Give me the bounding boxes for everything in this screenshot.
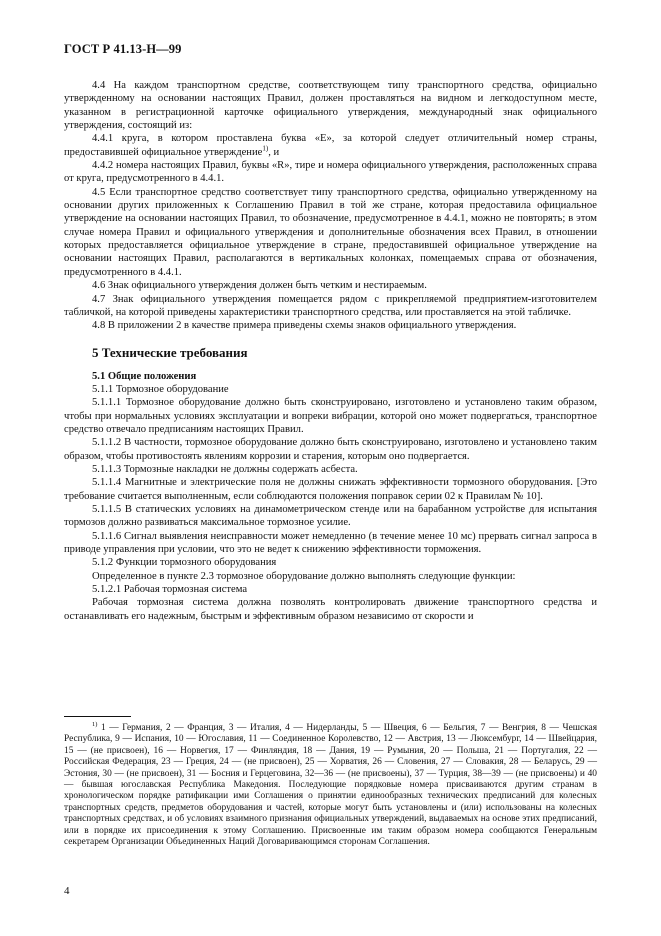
paragraph-4-4-1-end: , и <box>268 146 280 158</box>
paragraph-4-6: 4.6 Знак официального утверждения должен быть четким и нестираемым. <box>92 280 427 292</box>
paragraph-4-4-2: 4.4.2 номера настоящих Правил, буквы «R», тире и номера официального утверждения, расположенных справа от круга, предусмотренного в 4.4.1. <box>64 160 597 185</box>
footnote-divider <box>64 716 131 717</box>
paragraph-4-7: 4.7 Знак официального утверждения помещается рядом с прикрепляемой предприятием-изготовителем табличкой, на которой приведены характеристики транспортного средства, или проставляется на этой табличке. <box>64 293 597 318</box>
paragraph-4-4-1 <box>64 132 597 159</box>
paragraph-4-4-1-text: 4.4.1 круга, в котором проставлена буква «Е», за которой следует отличительный номер страны, предоставившей официальное утверждение <box>64 133 597 158</box>
footnote-reference: 1) <box>262 144 269 153</box>
paragraph-5-1-2-intro: Определенное в пункте 2.3 тормозное оборудование должно выполнять следующие функции: <box>92 570 516 582</box>
paragraph-5-1-1-2: 5.1.1.2 В частности, тормозное оборудование должно быть сконструировано, изготовлено и установлено таким образом, чтобы противостоять явлениям коррозии и старения, которым оно подвергается. <box>64 437 597 462</box>
paragraph-5-1-1-4: 5.1.1.4 Магнитные и электрические поля не должны снижать эффективности тормозного оборудования. [Это требование считается выполненным, если соблюдаются положения поправок серии 02 к Правилам № 10]. <box>64 477 597 502</box>
paragraph-5-1-1-5: 5.1.1.5 В статических условиях на динамометрическом стенде или на барабанном устройстве для испытания тормозов должно развиваться максимальное тормозное усилие. <box>64 503 597 529</box>
paragraph-5-1-1-6: 5.1.1.6 Сигнал выявления неисправности может немедленно (в течение менее 10 мс) прервать сигнал запроса в приводе управления при условии, что это не ведет к снижению эффективности торможения. <box>64 530 597 555</box>
paragraph-4-8: 4.8 В приложении 2 в качестве примера приведены схемы знаков официального утверждения. <box>92 320 517 332</box>
paragraph-4-4: 4.4 На каждом транспортном средстве, соответствующем типу транспортного средства, официально утвержденному на основании настоящих Правил, должен проставляться на видном и легкодоступном месте, указанном в регистрационной карточке официального утверждения, международный знак официального утверждения, состоящий из: <box>64 80 597 132</box>
footnote-text: 1 — Германия, 2 — Франция, 3 — Италия, 4 — Нидерланды, 5 — Швеция, 6 — Бельгия, 7 — Венгрия, 8 — Чешская Республика, 9 — Испания, 10 — Югославия, 11 — Соединенное Королевство, 12 — Австрия, 13 — Люксембург, 14 — Швейцария, 15 — (не присвоен), 16 — Норвегия, 17 — Финляндия, 18 — Дания, 19 — Румыния, 20 — Польша, 21 — Португалия, 22 — Российская Федерация, 23 — Греция, 24 — (не присвоен), 25 — Хорватия, 26 — Словения, 27 — Словакия, 28 — Беларусь, 29 — Эстония, 30 — (не присвоен), 31 — Босния и Герцеговина, 32—36 — (не присвоены), 37 — Турция, 38—39 — (не присвоены) и 40 — бывшая югославская Республика Македония. Последующие порядковые номера присваиваются другим странам в хронологическом порядке ратификации ими Соглашения о принятии единообразных технических предписаний для колесных транспортных средств, предметов оборудования и частей, которые могут быть установлены и (или) использованы на колесных транспортных средствах, и об условиях взаимного признания официальных утверждений, выдаваемых на основе этих предписаний, или в порядке их присоединения к этому Соглашению. Присвоенные им таким образом номера сообщаются Генеральным секретарем Организации Объединенных Наций Договаривающимся сторонам Соглашения. <box>64 723 598 848</box>
paragraph-5-1-1-1: 5.1.1.1 Тормозное оборудование должно быть сконструировано, изготовлено и установлено таким образом, чтобы при нормальных условиях эксплуатации и вопреки вибрации, которой оно может подвергаться, транспортное средство отвечало предписаниям настоящих Правил. <box>64 397 597 435</box>
paragraph-5-1-2-1-text: Рабочая тормозная система должна позволять контролировать движение транспортного средства и останавливать его надежным, быстрым и эффективным образом независимо от скорости и <box>64 597 597 622</box>
subsection-5-1-2-heading: 5.1.2 Функции тормозного оборудования <box>92 557 277 569</box>
paragraph-4-5: 4.5 Если транспортное средство соответствует типу транспортного средства, официально утвержденному на основании других приложенных к Соглашению Правил в той же стране, которая предоставила официальное утверждение на основании настоящих Правил, то обозначение, предусмотренное в 4.4.1, можно не повторять; в этом случае номера Правил и официального утверждения и дополнительные обозначения всех Правил, в отношении которых предоставляется официальное утверждение в стране, предоставившей официальное утверждение на основании настоящих Правил, располагаются в вертикальных колонках, помещаемых справа от обозначения, предусмотренного в 4.4.1. <box>64 186 597 278</box>
footnote-marker: 1) <box>92 720 98 728</box>
page-header: ГОСТ Р 41.13-Н—99 <box>64 42 182 56</box>
subsection-5-1-2-1-heading: 5.1.2.1 Рабочая тормозная система <box>92 584 248 596</box>
subsection-5-1-heading: 5.1 Общие положения <box>92 370 197 382</box>
footnote <box>64 720 598 848</box>
body-text <box>64 79 597 623</box>
subsection-5-1-1-heading: 5.1.1 Тормозное оборудование <box>92 383 229 395</box>
footnote-paragraph <box>64 720 598 848</box>
paragraph-5-1-1-3: 5.1.1.3 Тормозные накладки не должны содержать асбеста. <box>92 463 358 475</box>
page-number: 4 <box>64 885 70 897</box>
section-5-heading: 5 Технические требования <box>92 344 248 360</box>
